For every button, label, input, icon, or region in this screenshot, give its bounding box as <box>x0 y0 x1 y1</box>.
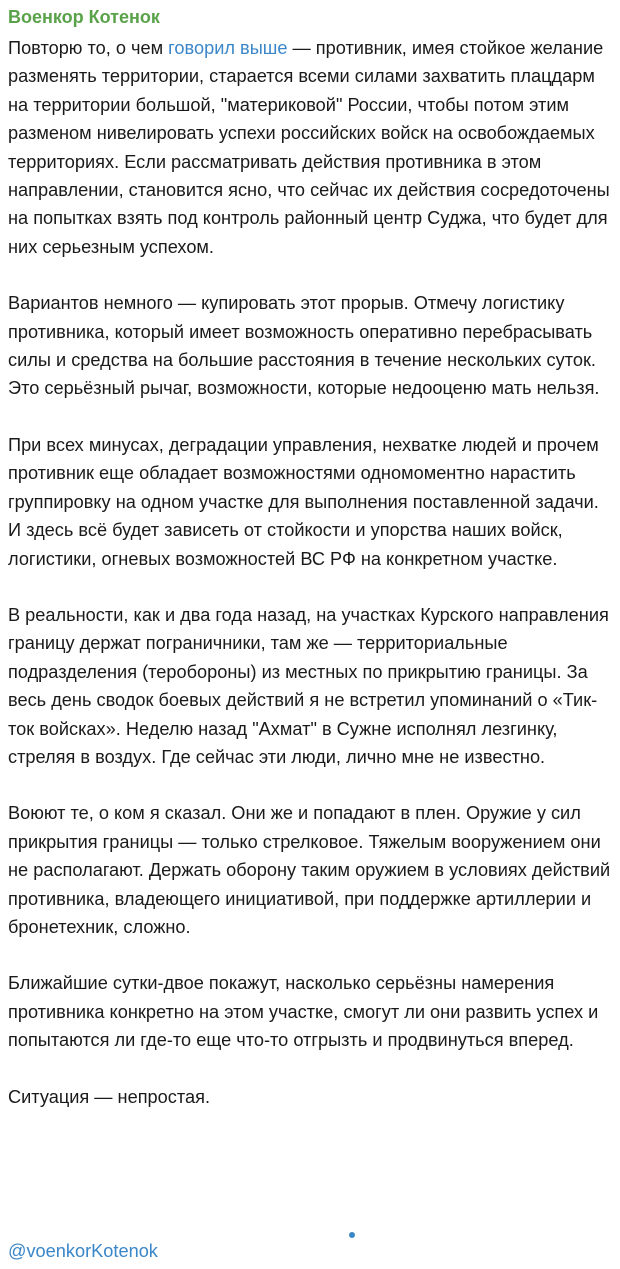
channel-name[interactable]: Военкор Котенок <box>8 7 160 27</box>
page-indicator-dot <box>349 1232 355 1238</box>
paragraph-6: Ближайшие сутки-двое покажут, насколько серьёзны намерения противника конкретно на этом участке, смогут ли они развить успех и попытаются ли где-то еще что-то отгрызть и продвинуться вперед. <box>8 973 599 1051</box>
paragraph-7: Ситуация — непростая. <box>8 1086 211 1107</box>
paragraph-5: Воюют те, о ком я сказал. Они же и попадают в плен. Оружие у сил прикрытия границы — только стрелковое. Тяжелым вооружением они не располагают. Держать оборону таким оружием в условиях действий противника, владеющего инициативой, при поддержке артиллерии и бронетехник, сложно. <box>8 803 611 937</box>
said-above-link[interactable]: говорил выше <box>168 38 288 58</box>
paragraph-1-text-start: Повторю то, о чем <box>8 38 169 58</box>
paragraph-1-text-end: — противник, имея стойкое желание разменять территории, старается всеми силами захватить плацдарм на территории большой, "материковой" России, чтобы потом этим разменом нивелировать успехи российских войск на освобождаемых территориях. Если рассматривать действия противника в этом направлении, становится ясно, что сейчас их действия сосредоточены на попытках взять под контроль районный центр Суджа, что будет для них серьезным успехом. <box>8 38 610 257</box>
channel-signature-link[interactable]: @voenkorKotenok <box>8 1241 158 1261</box>
paragraph-4: В реальности, как и два года назад, на участках Курского направления границу держат пограничники, там же — территориальные подразделения (теробороны) из местных по прикрытию границы. За весь день сводок боевых действий я не встретил упоминаний о «Тик-ток войсках». Неделю назад "Ахмат" в Сужне исполнял лезгинку, стреляя в воздух. Где сейчас эти люди, лично мне не известно. <box>8 604 609 767</box>
paragraph-1 <box>8 34 612 261</box>
paragraph-2: Вариантов немного — купировать этот прорыв. Отмечу логистику противника, который имеет возможность оперативно перебрасывать силы и средства на большие расстояния в течение нескольких суток. Это серьёзный рычаг, возможности, которые недооценю мать нельзя. <box>8 293 600 399</box>
paragraph-3: При всех минусах, деградации управления, нехватке людей и прочем противник еще обладает возможностями одномоментно нарастить группировку на одном участке для выполнения поставленной задачи. И здесь всё будет зависеть от стойкости и упорства наших войск, логистики, огневых возможностей ВС РФ на конкретном участке. <box>8 434 599 569</box>
